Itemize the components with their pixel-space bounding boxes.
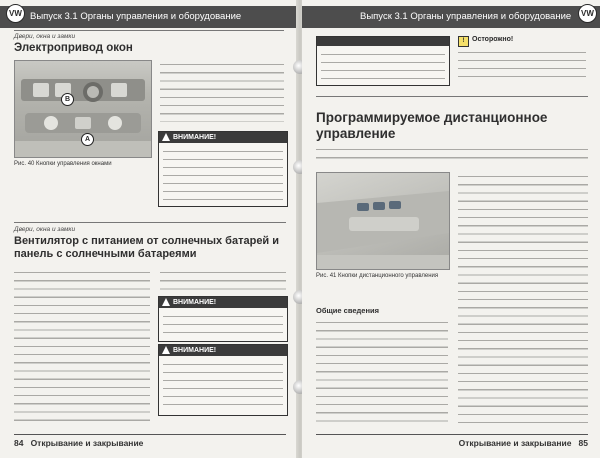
right-page-header: Выпуск 3.1 Органы управления и оборудование (302, 6, 600, 28)
left-footer (14, 438, 143, 448)
warning-3-text (163, 360, 283, 410)
info-box (316, 36, 450, 86)
info-box-header (317, 37, 449, 46)
right-footer (459, 438, 588, 448)
page-number: 85 (578, 438, 588, 448)
left-breadcrumb-2: Двери, окна и замки (14, 226, 76, 233)
warning-icon (162, 298, 170, 306)
section-title-solar: Вентилятор с питанием от солнечных батарей и панель с солнечными батареями (14, 235, 280, 260)
caution-note (458, 36, 588, 84)
caution-text (458, 48, 586, 80)
warning-header-1 (159, 132, 287, 143)
warning-title-1: ВНИМАНИЕ! (173, 134, 217, 141)
footer-title: Открывание и закрывание (30, 438, 144, 448)
figure-label-a: A (81, 133, 94, 146)
remote-buttons-illustration (317, 173, 449, 269)
right-section-divider (316, 96, 588, 97)
warning-icon (162, 133, 170, 141)
warning-1-text (163, 147, 283, 203)
section-title-remote: Программируемое дистанционное управление (316, 110, 548, 141)
info-box-text (321, 50, 445, 80)
vw-logo-icon: VW (6, 4, 25, 23)
left-page (0, 0, 298, 458)
warning-box-1 (158, 131, 288, 207)
caution-title: Осторожно! (472, 36, 514, 43)
solar-body-text (14, 268, 150, 426)
warning-box-2 (158, 296, 288, 342)
vw-logo-icon: VW (578, 4, 597, 23)
section-title-windows: Электропривод окон (14, 42, 133, 54)
left-page-header: Выпуск 3.1 Органы управления и оборудование (0, 6, 298, 28)
caution-icon: ! (458, 36, 469, 47)
warning-title-2: ВНИМАНИЕ! (173, 299, 217, 306)
general-info-subtitle: Общие сведения (316, 306, 379, 315)
footer-divider (316, 434, 588, 435)
warning-2-text (163, 312, 283, 336)
warning-box-3 (158, 344, 288, 416)
footer-divider (14, 434, 286, 435)
warning-title-3: ВНИМАНИЕ! (173, 347, 217, 354)
solar-body-text-2 (160, 268, 286, 290)
left-col-body-text (316, 318, 448, 426)
remote-figure-caption: Рис. 41 Кнопки дистанционного управления (316, 273, 439, 279)
window-controls-photo (14, 60, 152, 158)
left-column-text (160, 60, 284, 122)
remote-control-photo (316, 172, 450, 270)
warning-header-2 (159, 297, 287, 308)
right-page (302, 0, 600, 458)
left-breadcrumb: Двери, окна и замки (14, 33, 76, 40)
figure-caption: Рис. 40 Кнопки управления окнами (14, 161, 112, 167)
footer-title: Открывание и закрывание (458, 438, 572, 448)
figure-label-b: B (61, 93, 74, 106)
warning-icon (162, 346, 170, 354)
header-divider (14, 30, 284, 31)
intro-text (316, 145, 588, 165)
warning-header-3 (159, 345, 287, 356)
page-number: 84 (14, 438, 24, 448)
section-divider (14, 222, 286, 223)
right-col-body-text (458, 172, 588, 426)
